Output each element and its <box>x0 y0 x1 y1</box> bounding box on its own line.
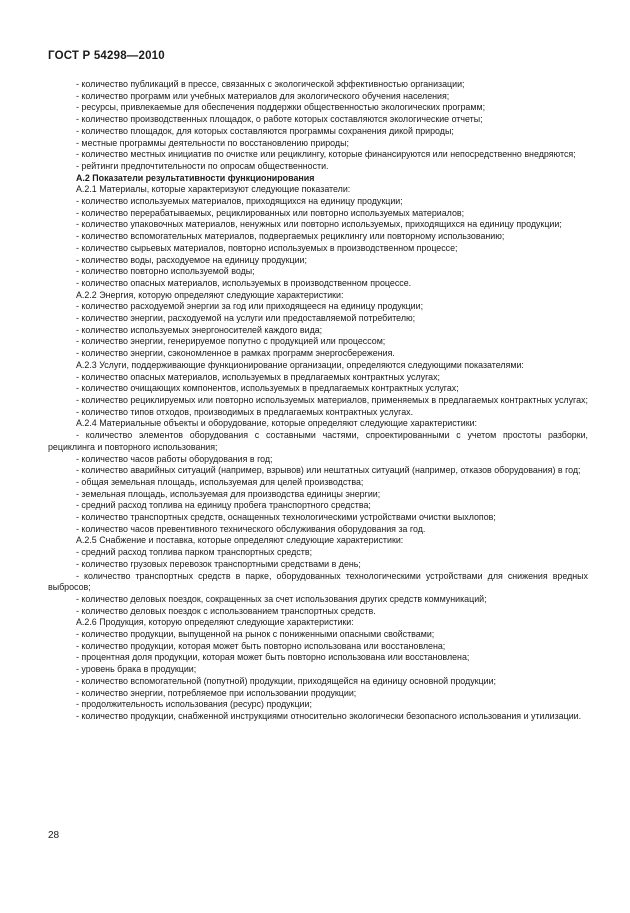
paragraph: - количество площадок, для которых составляются программы сохранения дикой природы; <box>76 125 454 136</box>
paragraph: - количество сырьевых материалов, повторно используемых в производственном процессе; <box>76 242 458 253</box>
paragraph: - продолжительность использования (ресурс) продукции; <box>76 699 312 710</box>
document-body <box>48 79 588 723</box>
paragraph: - количество производственных площадок, о работе которых составляются экологические отчеты; <box>76 114 483 125</box>
paragraph: А.2.4 Материальные объекты и оборудование, которые определяют следующие характеристики: <box>76 418 478 429</box>
paragraph: - количество часов работы оборудования в год; <box>76 453 273 464</box>
paragraph: - рейтинги предпочтительности по опросам общественности. <box>76 160 329 171</box>
paragraph: - процентная доля продукции, которая может быть повторно использована или восстановлена; <box>76 652 470 663</box>
paragraph: - средний расход топлива парком транспортных средств; <box>76 547 313 558</box>
paragraph: - количество продукции, снабженной инструкциями относительно экологически безопасного использования и утилизации. <box>76 710 582 721</box>
document-header: ГОСТ Р 54298—2010 <box>48 50 165 62</box>
paragraph: - количество опасных материалов, используемых в предлагаемых контрактных услугах; <box>76 371 440 382</box>
paragraph: - количество энергии, генерируемое попутно с продукцией или процессом; <box>76 336 386 347</box>
paragraph: - количество типов отходов, производимых в предлагаемых контрактных услугах. <box>76 406 414 417</box>
paragraph: - количество расходуемой энергии за год или приходящееся на единицу продукции; <box>76 301 424 312</box>
paragraph: - ресурсы, привлекаемые для обеспечения поддержки общественностью экологических программ; <box>76 102 486 113</box>
paragraph: - уровень брака в продукции; <box>76 664 197 675</box>
paragraph: - количество элементов оборудования с составными частями, спроектированными с учетом простоты разборки, рециклинга и повторного использования; <box>48 430 588 452</box>
paragraph: - количество используемых материалов, приходящихся на единицу продукции; <box>76 196 403 207</box>
paragraph: - количество рециклируемых или повторно используемых материалов, применяемых в предлагаемых контрактных услугах; <box>76 394 588 405</box>
paragraph: - количество вспомогательных материалов, подвергаемых рециклингу или повторному использованию; <box>76 231 505 242</box>
paragraph: - количество энергии, расходуемой на услуги или предоставляемой потребителю; <box>76 313 416 324</box>
paragraph: А.2.3 Услуги, поддерживающие функционирование организации, определяются следующими показателями: <box>76 359 524 370</box>
paragraph: - количество энергии, сэкономленное в рамках программ энергосбережения. <box>76 348 395 359</box>
paragraph: - количество повторно используемой воды; <box>76 266 255 277</box>
paragraph: - средний расход топлива на единицу пробега транспортного средства; <box>76 500 371 511</box>
paragraph: А.2.2 Энергия, которую определяют следующие характеристики: <box>76 289 344 300</box>
paragraph: А.2.1 Материалы, которые характеризуют следующие показатели: <box>76 184 351 195</box>
paragraph: - количество грузовых перевозок транспортными средствами в день; <box>76 558 361 569</box>
paragraph: - земельная площадь, используемая для производства единицы энергии; <box>76 488 381 499</box>
paragraph: - количество опасных материалов, используемых в производственном процессе. <box>76 277 412 288</box>
paragraph: - количество очищающих компонентов, используемых в предлагаемых контрактных услугах; <box>76 383 459 394</box>
paragraph: - количество местных инициатив по очистке или рециклингу, которые финансируются или непосредственно внедряются; <box>76 149 576 160</box>
paragraph: - количество деловых поездок с использованием транспортных средств. <box>76 605 376 616</box>
paragraph: - количество транспортных средств, оснащенных технологическими устройствами очистки выхлопов; <box>76 512 496 523</box>
paragraph: - количество используемых энергоносителей каждого вида; <box>76 324 323 335</box>
paragraph: А.2.6 Продукция, которую определяют следующие характеристики: <box>76 617 354 628</box>
paragraph: - количество аварийных ситуаций (например, взрывов) или нештатных ситуаций (например, отказов оборудования) в год; <box>76 465 581 476</box>
paragraph: А.2.5 Снабжение и поставка, которые определяют следующие характеристики: <box>76 535 404 546</box>
paragraph: - количество перерабатываемых, рециклированных или повторно используемых материалов; <box>76 207 465 218</box>
paragraph: - количество продукции, выпущенной на рынок с пониженными опасными свойствами; <box>76 629 435 640</box>
paragraph: - количество упаковочных материалов, ненужных или повторно используемых, приходящихся на единицу продукции; <box>76 219 562 230</box>
paragraph: - количество деловых поездок, сокращенных за счет использования других средств коммуникаций; <box>76 593 487 604</box>
paragraph: - местные программы деятельности по восстановлению природы; <box>76 137 349 148</box>
paragraph: - количество программ или учебных материалов для экологического обучения населения; <box>76 90 450 101</box>
page-number: 28 <box>48 830 60 841</box>
paragraph: - количество часов превентивного технического обслуживания оборудования за год. <box>76 523 426 534</box>
paragraph: - количество вспомогательной (попутной) продукции, приходящейся на единицу основной продукции; <box>76 675 496 686</box>
section-heading: А.2 Показатели результативности функционирования <box>76 172 315 183</box>
paragraph: - количество публикаций в прессе, связанных с экологической эффективностью организации; <box>76 79 465 89</box>
paragraph: - общая земельная площадь, используемая для целей производства; <box>76 476 364 487</box>
paragraph: - количество транспортных средств в парке, оборудованных технологическими устройствами для снижения вредных выбросов; <box>48 570 588 593</box>
paragraph: - количество энергии, потребляемое при использовании продукции; <box>76 687 357 698</box>
paragraph: - количество продукции, которая может быть повторно использована или восстановлена; <box>76 640 446 651</box>
paragraph: - количество воды, расходуемое на единицу продукции; <box>76 254 307 265</box>
